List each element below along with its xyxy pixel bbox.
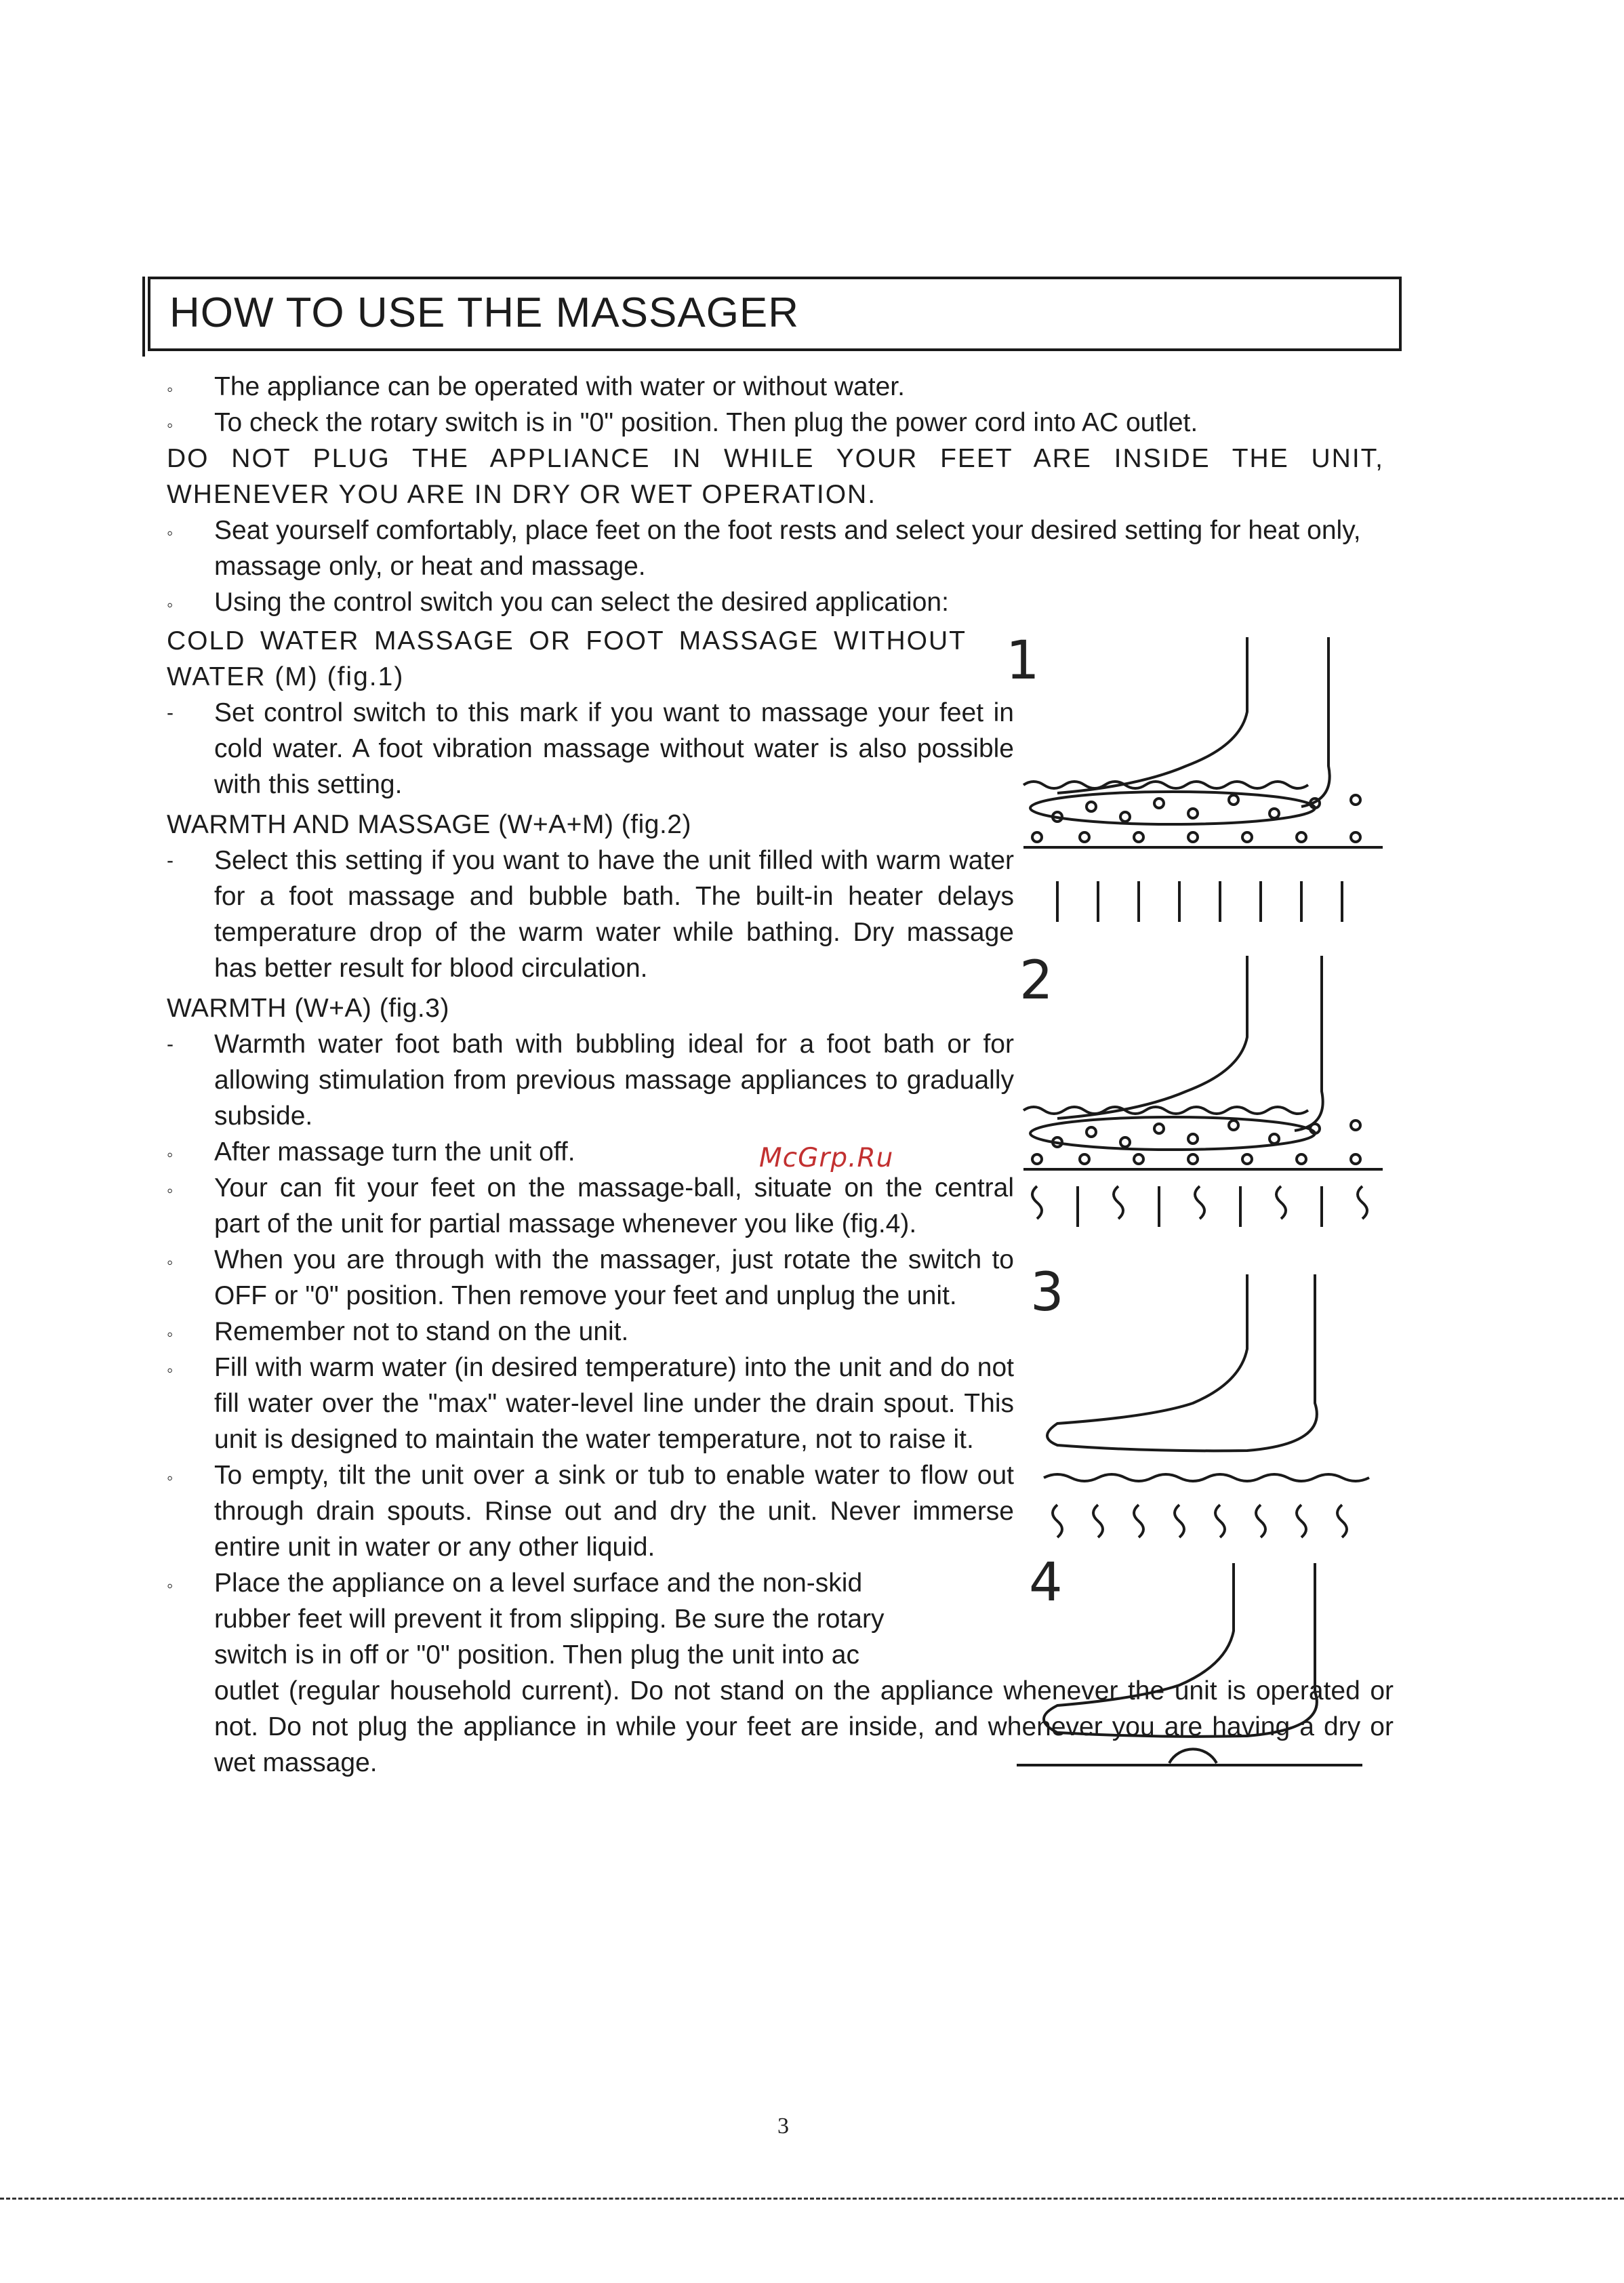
- step-text: Fill with warm water (in desired temperature) into the unit and do not fill water over the "max" water-level line under the drain spout. This unit is designed to maintain the water temperature, not to raise it.: [214, 1353, 1014, 1454]
- page-number: 3: [777, 2114, 789, 2139]
- heat-waves-icon: [1053, 1505, 1347, 1537]
- step-text: Your can fit your feet on the massage-ball, situate on the central part of the unit for partial massage whenever you like (fig.4).: [214, 1173, 1014, 1238]
- section-title-box: [148, 277, 1402, 351]
- vibration-lines: [1057, 881, 1342, 922]
- bubbles-icon: [1032, 1120, 1360, 1164]
- intro-text: To check the rotary switch is in "0" position. Then plug the power cord into AC outlet.: [214, 408, 1198, 437]
- step-item: [167, 584, 1400, 620]
- bullet-icon: ◦: [167, 1360, 174, 1380]
- title-box-edge: [142, 277, 145, 357]
- step-text-wide: outlet (regular household current). Do not stand on the appliance whenever the unit is operated or not. Do not plug the appliance in while your feet are inside, and whenever you are having a dry or wet massage.: [214, 1676, 1394, 1777]
- figure-3-foot-illustration: [1044, 1268, 1383, 1552]
- base-line: [1044, 1474, 1369, 1481]
- bullet-icon: ◦: [167, 1575, 174, 1596]
- step-text: After massage turn the unit off.: [214, 1137, 575, 1167]
- bullet-icon: ◦: [167, 1252, 174, 1272]
- massage-ball-icon: [1169, 1749, 1217, 1763]
- step-item: [167, 1170, 1014, 1242]
- leg-outline: [1057, 637, 1247, 793]
- bullet-icon: ◦: [167, 1324, 174, 1344]
- intro-text: The appliance can be operated with water or without water.: [214, 372, 905, 401]
- section-title: HOW TO USE THE MASSAGER: [169, 289, 800, 336]
- mode-heading: WARMTH AND MASSAGE (W+A+M) (fig.2): [167, 810, 691, 839]
- step-item: [167, 512, 1387, 584]
- leg-outline: [1301, 637, 1330, 807]
- mode-heading: WARMTH (W+A) (fig.3): [167, 994, 449, 1023]
- step-text: Using the control switch you can select the desired application:: [214, 588, 949, 617]
- bubbles-icon: [1032, 795, 1360, 842]
- figure-4-foot-illustration: [1017, 1556, 1383, 1787]
- leg-outline: [1057, 956, 1247, 1118]
- step-item: [167, 1314, 1014, 1350]
- step-item: [167, 1350, 1014, 1457]
- bullet-icon: ◦: [167, 379, 174, 399]
- figure-3-label: 3: [1030, 1262, 1064, 1323]
- dash-icon: -: [167, 1033, 174, 1055]
- watermark: McGrp.Ru: [759, 1143, 894, 1173]
- figure-1-label: 1: [1006, 630, 1040, 691]
- figure-2-label: 2: [1019, 950, 1053, 1011]
- bullet-icon: ◦: [167, 594, 174, 615]
- mode-item: [167, 695, 1014, 803]
- step-text: Seat yourself comfortably, place feet on the foot rests and select your desired setting for heat only, massage only, or heat and massage.: [214, 516, 1361, 581]
- mode-text: Set control switch to this mark if you want to massage your feet in cold water. A foot vibration massage without water is also possible with this setting.: [214, 698, 1014, 799]
- intro-item: [167, 369, 1400, 405]
- step-text: Remember not to stand on the unit.: [214, 1317, 629, 1346]
- bullet-icon: ◦: [167, 1468, 174, 1488]
- water-surface: [1023, 782, 1308, 788]
- bullet-icon: ◦: [167, 1144, 174, 1165]
- bullet-icon: ◦: [167, 523, 174, 543]
- warning-text: DO NOT PLUG THE APPLIANCE IN WHILE YOUR FEET ARE INSIDE THE UNIT, WHENEVER YOU ARE IN DRY OR WET OPERATION.: [167, 444, 1384, 509]
- bottom-rule: [0, 2198, 1624, 2202]
- step-text: When you are through with the massager, just rotate the switch to OFF or "0" position. Then remove your feet and unplug the unit.: [214, 1245, 1014, 1310]
- figure-4-label: 4: [1029, 1552, 1063, 1613]
- step-line: Place the appliance on a level surface and the non-skid: [214, 1569, 863, 1598]
- step-text: To empty, tilt the unit over a sink or tub to enable water to flow out through drain spouts. Rinse out and dry the unit. Never immerse entire unit in water or any other liquid.: [214, 1461, 1014, 1562]
- step-line: rubber feet will prevent it from slipping. Be sure the rotary: [214, 1604, 885, 1634]
- bullet-icon: ◦: [167, 1180, 174, 1200]
- figure-2-foot-illustration: [1017, 949, 1396, 1247]
- figure-1-foot-illustration: [1017, 630, 1396, 942]
- dash-icon: -: [167, 849, 174, 872]
- heat-waves-icon: [1032, 1186, 1367, 1227]
- bullet-icon: ◦: [167, 415, 174, 435]
- leg-outline: [1047, 1274, 1317, 1451]
- step-item: [167, 1457, 1014, 1565]
- step-item: [167, 1242, 1014, 1314]
- leg-outline: [1044, 1563, 1317, 1737]
- intro-item: [167, 405, 1400, 441]
- mode-heading: COLD WATER MASSAGE OR FOOT MASSAGE WITHOUT WATER (M) (fig.1): [167, 626, 967, 691]
- mode-item: [167, 1026, 1014, 1134]
- mode-text: Warmth water foot bath with bubbling ideal for a foot bath or for allowing stimulation from previous massage appliances to gradually subside.: [214, 1030, 1014, 1131]
- water-surface: [1023, 1107, 1308, 1114]
- step-line: switch is in off or "0" position. Then plug the unit into ac: [214, 1640, 859, 1670]
- dash-icon: -: [167, 702, 174, 724]
- leg-outline: [1295, 956, 1323, 1131]
- mode-item: [167, 843, 1014, 986]
- mode-text: Select this setting if you want to have the unit filled with warm water for a foot massage and bubble bath. The built-in heater delays temperature drop of the warm water while bathing. Dry massage has better result for blood circulation.: [214, 846, 1014, 983]
